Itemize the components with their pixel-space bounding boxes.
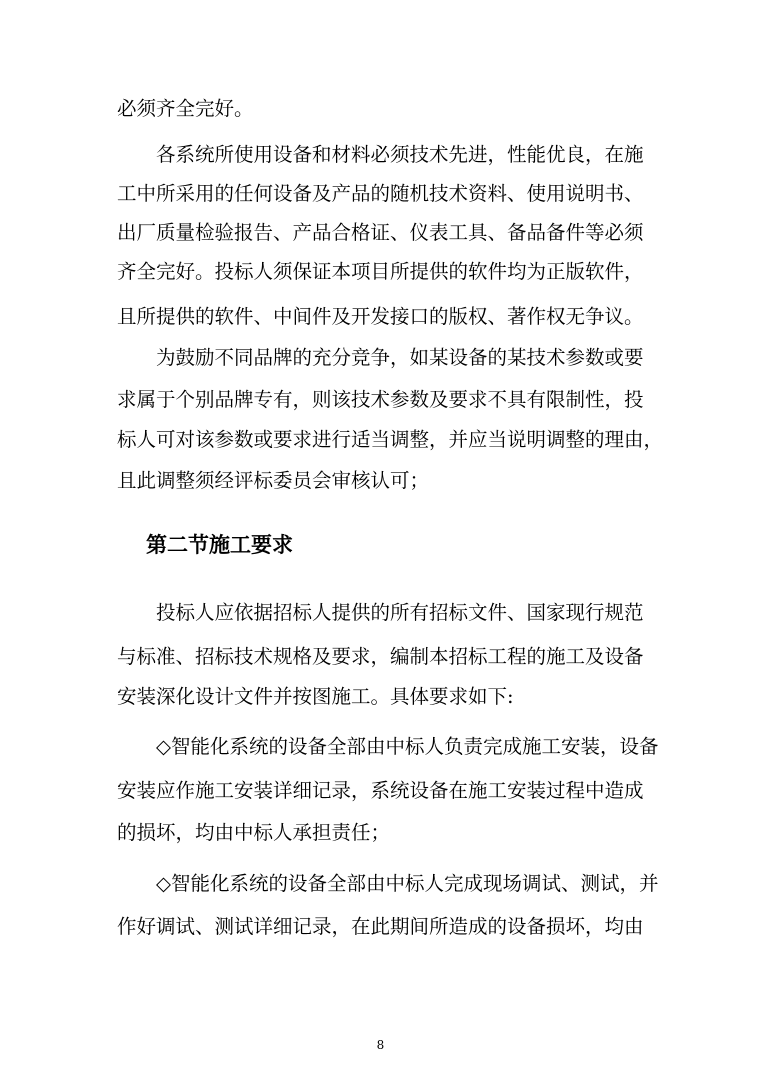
- text-line: ◇智能化系统的设备全部由中标人完成现场调试、测试，并: [156, 872, 659, 895]
- text-line: 的损坏，均由中标人承担责任；: [117, 821, 391, 844]
- text-line: 标人可对该参数或要求进行适当调整，并应当说明调整的理由，: [117, 428, 664, 451]
- text-line: 为鼓励不同品牌的充分竞争，如某设备的某技术参数或要: [156, 346, 644, 369]
- text-line: 安装深化设计文件并按图施工。具体要求如下:: [117, 685, 514, 708]
- text-line: 与标准、招标技术规格及要求，编制本招标工程的施工及设备: [117, 645, 644, 668]
- text-line: 投标人应依据招标人提供的所有招标文件、国家现行规范: [156, 601, 644, 624]
- text-line: 且所提供的软件、中间件及开发接口的版权、著作权无争议。: [117, 305, 644, 328]
- text-line: 安装应作施工安装详细记录，系统设备在施工安装过程中造成: [117, 779, 644, 802]
- text-line: 齐全完好。投标人须保证本项目所提供的软件均为正版软件，: [117, 260, 644, 283]
- text-line: 出厂质量检验报告、产品合格证、仪表工具、备品备件等必须: [117, 221, 644, 244]
- text-line: 且此调整须经评标委员会审核认可；: [117, 469, 430, 492]
- text-line: 必须齐全完好。: [117, 97, 254, 120]
- text-line: 作好调试、测试详细记录，在此期间所造成的设备损坏，均由: [117, 915, 644, 938]
- text-line: 求属于个别品牌专有，则该技术参数及要求不具有限制性，投: [117, 388, 644, 411]
- text-line: 各系统所使用设备和材料必须技术先进，性能优良，在施: [156, 143, 644, 166]
- page-number: 8: [376, 1038, 385, 1052]
- text-line: 工中所采用的任何设备及产品的随机技术资料、使用说明书、: [117, 182, 644, 205]
- section-heading: 第二节施工要求: [146, 532, 293, 557]
- text-line: ◇智能化系统的设备全部由中标人负责完成施工安装，设备: [156, 735, 659, 758]
